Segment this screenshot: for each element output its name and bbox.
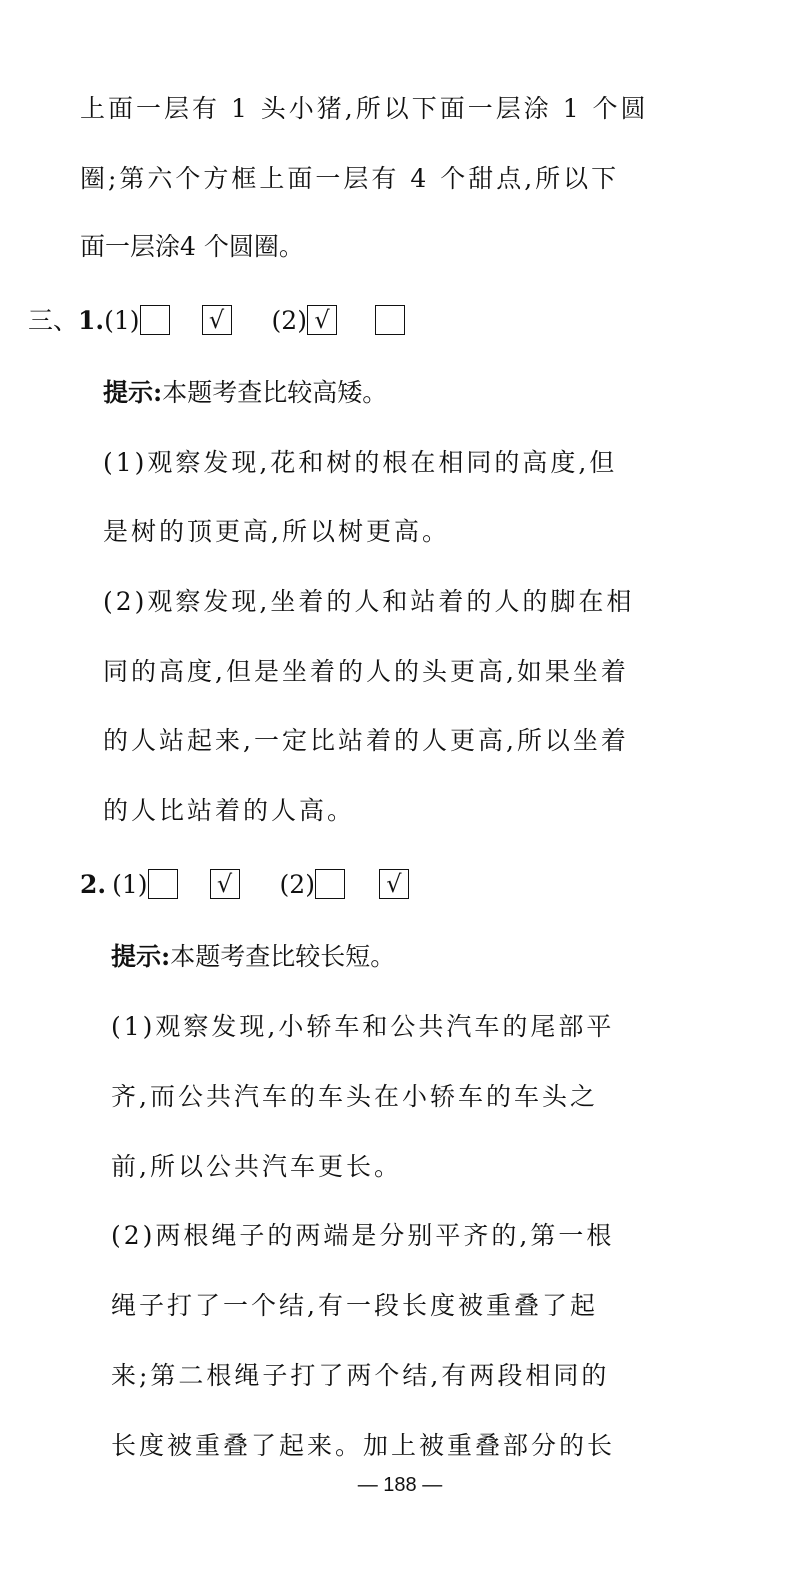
answer-box [375, 305, 405, 335]
section-label: 三、 [28, 306, 79, 335]
hint-line [103, 376, 387, 410]
text-line: 绳子打了一个结,有一段长度被重叠了起 [111, 1291, 598, 1320]
answer-box [148, 869, 178, 899]
answer-row-q1 [28, 304, 405, 338]
text-line: 面一层涂4 个圆圈。 [80, 232, 304, 261]
question-number: 2. [80, 870, 107, 899]
answer-box-checked: √ [379, 869, 409, 899]
part-label: (1) [104, 306, 140, 335]
text-line: 的人比站着的人高。 [103, 796, 356, 825]
page-number: — 188 — [357, 1474, 443, 1496]
text-line: (1)观察发现,小轿车和公共汽车的尾部平 [111, 1012, 615, 1041]
answer-row-q2 [80, 868, 409, 902]
text-line: (2)观察发现,坐着的人和站着的人的脚在相 [103, 587, 635, 616]
answer-box-checked: √ [307, 305, 337, 335]
hint-label: 提示: [111, 942, 171, 971]
text-line: 同的高度,但是坐着的人的头更高,如果坐着 [103, 657, 629, 686]
text-line: 圈;第六个方框上面一层有 4 个甜点,所以下 [80, 164, 620, 193]
text-line: (1)观察发现,花和树的根在相同的高度,但 [103, 448, 618, 477]
text-line: 是树的顶更高,所以树更高。 [103, 517, 450, 546]
text-line: 上面一层有 1 头小猪,所以下面一层涂 1 个圆 [80, 94, 649, 123]
part-label: (2) [271, 306, 307, 335]
text-line: (2)两根绳子的两端是分别平齐的,第一根 [111, 1221, 615, 1250]
answer-box-checked: √ [202, 305, 232, 335]
hint-line [111, 940, 395, 974]
text-line: 前,所以公共汽车更长。 [111, 1152, 402, 1181]
text-line: 长度被重叠了起来。加上被重叠部分的长 [111, 1431, 616, 1460]
hint-text: 本题考查比较长短。 [170, 942, 396, 971]
answer-box [315, 869, 345, 899]
text-line: 的人站起来,一定比站着的人更高,所以坐着 [103, 726, 629, 755]
answer-box-checked: √ [210, 869, 240, 899]
answer-box [140, 305, 170, 335]
hint-label: 提示: [103, 378, 163, 407]
part-label: (1) [112, 870, 148, 899]
text-line: 齐,而公共汽车的车头在小轿车的车头之 [111, 1082, 598, 1111]
text-line: 来;第二根绳子打了两个结,有两段相同的 [111, 1361, 610, 1390]
question-number: 1. [78, 306, 105, 335]
part-label: (2) [279, 870, 315, 899]
hint-text: 本题考查比较高矮。 [162, 378, 388, 407]
